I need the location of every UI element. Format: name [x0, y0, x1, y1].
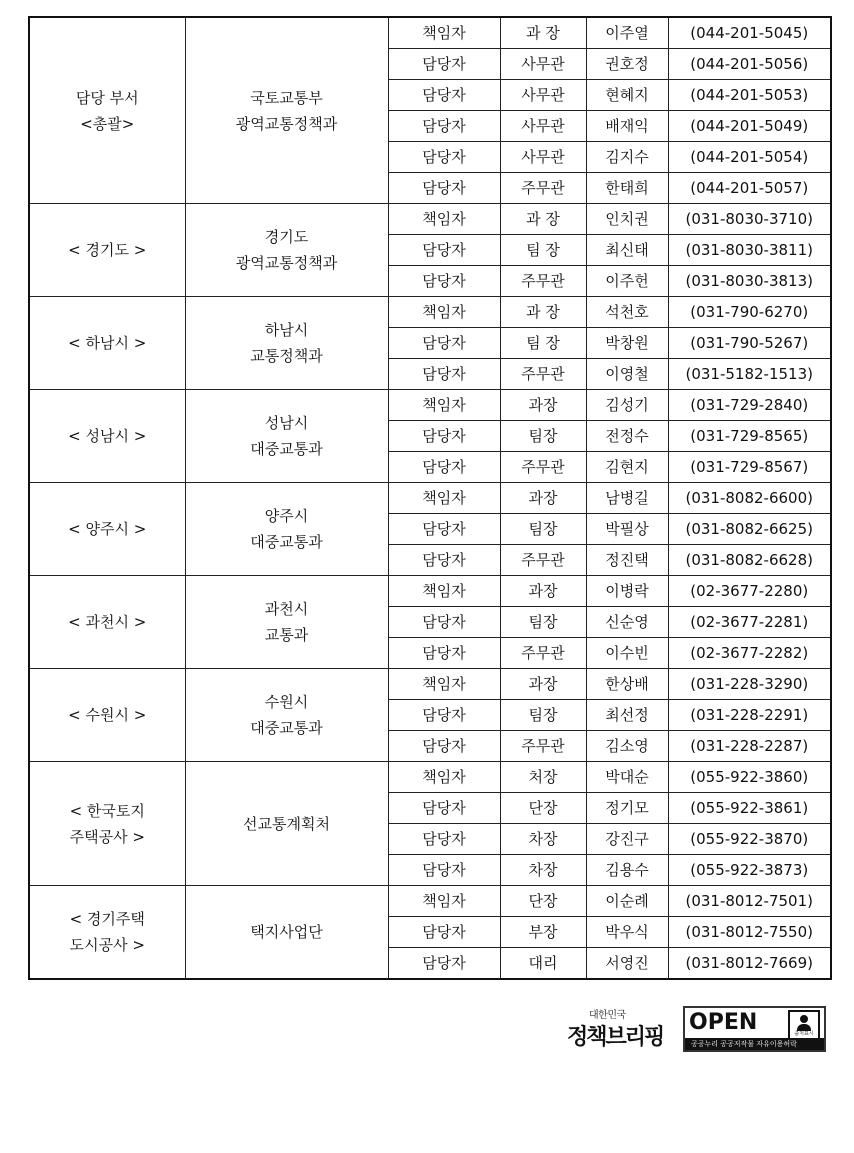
department-cell: < 경기주택 도시공사 >: [29, 886, 185, 980]
name-cell: 이영철: [586, 359, 668, 390]
title-cell: 과장: [500, 669, 586, 700]
department-cell: < 과천시 >: [29, 576, 185, 669]
role-cell: 담당자: [388, 948, 500, 980]
title-cell: 팀 장: [500, 328, 586, 359]
role-cell: 담당자: [388, 142, 500, 173]
name-cell: 서영진: [586, 948, 668, 980]
role-cell: 담당자: [388, 111, 500, 142]
name-cell: 남병길: [586, 483, 668, 514]
title-cell: 팀 장: [500, 235, 586, 266]
name-cell: 한태희: [586, 173, 668, 204]
name-cell: 최신태: [586, 235, 668, 266]
department-cell: < 양주시 >: [29, 483, 185, 576]
title-cell: 주무관: [500, 173, 586, 204]
name-cell: 박창원: [586, 328, 668, 359]
name-cell: 전정수: [586, 421, 668, 452]
phone-cell: (031-8082-6625): [668, 514, 831, 545]
phone-cell: (031-5182-1513): [668, 359, 831, 390]
title-cell: 과장: [500, 390, 586, 421]
phone-cell: (044-201-5045): [668, 17, 831, 49]
name-cell: 이순례: [586, 886, 668, 917]
role-cell: 책임자: [388, 483, 500, 514]
role-cell: 책임자: [388, 669, 500, 700]
table-row: [29, 297, 831, 328]
name-cell: 박대순: [586, 762, 668, 793]
phone-cell: (031-8012-7550): [668, 917, 831, 948]
title-cell: 차장: [500, 824, 586, 855]
department-cell: 담당 부서 <총괄>: [29, 17, 185, 204]
title-cell: 차장: [500, 855, 586, 886]
name-cell: 김현지: [586, 452, 668, 483]
phone-cell: (055-922-3873): [668, 855, 831, 886]
role-cell: 담당자: [388, 514, 500, 545]
office-cell: 과천시 교통과: [185, 576, 388, 669]
table-row: [29, 576, 831, 607]
attribution-person-icon: [788, 1010, 820, 1040]
name-cell: 인치권: [586, 204, 668, 235]
footer-logos: [567, 1006, 827, 1052]
role-cell: 담당자: [388, 80, 500, 111]
briefing-kicker: 대한민국: [589, 1010, 626, 1021]
phone-cell: (031-8082-6600): [668, 483, 831, 514]
role-cell: 담당자: [388, 452, 500, 483]
phone-cell: (031-790-5267): [668, 328, 831, 359]
office-cell: 국토교통부 광역교통정책과: [185, 17, 388, 204]
phone-cell: (02-3677-2281): [668, 607, 831, 638]
briefing-name: 정책브리핑: [567, 1025, 664, 1050]
table-row: [29, 17, 831, 49]
name-cell: 박필상: [586, 514, 668, 545]
department-cell: < 수원시 >: [29, 669, 185, 762]
phone-cell: (055-922-3860): [668, 762, 831, 793]
phone-cell: (031-8030-3811): [668, 235, 831, 266]
name-cell: 최선정: [586, 700, 668, 731]
department-cell: < 한국토지 주택공사 >: [29, 762, 185, 886]
office-cell: 성남시 대중교통과: [185, 390, 388, 483]
title-cell: 대리: [500, 948, 586, 980]
table-row: [29, 762, 831, 793]
title-cell: 팀장: [500, 514, 586, 545]
role-cell: 담당자: [388, 638, 500, 669]
title-cell: 주무관: [500, 266, 586, 297]
name-cell: 박우식: [586, 917, 668, 948]
role-cell: 담당자: [388, 49, 500, 80]
phone-cell: (055-922-3861): [668, 793, 831, 824]
role-cell: 책임자: [388, 204, 500, 235]
role-cell: 담당자: [388, 917, 500, 948]
phone-cell: (044-201-5049): [668, 111, 831, 142]
contact-table: [28, 16, 832, 980]
title-cell: 사무관: [500, 142, 586, 173]
role-cell: 책임자: [388, 390, 500, 421]
role-cell: 담당자: [388, 607, 500, 638]
role-cell: 책임자: [388, 17, 500, 49]
title-cell: 주무관: [500, 638, 586, 669]
role-cell: 담당자: [388, 359, 500, 390]
phone-cell: (031-228-2291): [668, 700, 831, 731]
name-cell: 이수빈: [586, 638, 668, 669]
phone-cell: (031-228-2287): [668, 731, 831, 762]
table-row: [29, 886, 831, 917]
phone-cell: (044-201-5054): [668, 142, 831, 173]
title-cell: 과장: [500, 576, 586, 607]
phone-cell: (031-8030-3813): [668, 266, 831, 297]
title-cell: 단장: [500, 793, 586, 824]
role-cell: 담당자: [388, 824, 500, 855]
name-cell: 권호정: [586, 49, 668, 80]
title-cell: 사무관: [500, 111, 586, 142]
role-cell: 담당자: [388, 235, 500, 266]
kogl-open-badge: [683, 1006, 826, 1052]
phone-cell: (031-8012-7501): [668, 886, 831, 917]
phone-cell: (031-729-8567): [668, 452, 831, 483]
phone-cell: (044-201-5056): [668, 49, 831, 80]
title-cell: 주무관: [500, 359, 586, 390]
role-cell: 담당자: [388, 421, 500, 452]
title-cell: 과 장: [500, 17, 586, 49]
office-cell: 수원시 대중교통과: [185, 669, 388, 762]
title-cell: 사무관: [500, 49, 586, 80]
phone-cell: (031-228-3290): [668, 669, 831, 700]
policy-briefing-logo: [567, 1006, 677, 1052]
office-cell: 경기도 광역교통정책과: [185, 204, 388, 297]
name-cell: 현혜지: [586, 80, 668, 111]
table-row: [29, 204, 831, 235]
title-cell: 부장: [500, 917, 586, 948]
phone-cell: (02-3677-2282): [668, 638, 831, 669]
title-cell: 팀장: [500, 700, 586, 731]
title-cell: 팀장: [500, 421, 586, 452]
title-cell: 팀장: [500, 607, 586, 638]
role-cell: 책임자: [388, 576, 500, 607]
name-cell: 이주헌: [586, 266, 668, 297]
open-license-strip: 공공누리 공공저작물 자유이용허락: [685, 1038, 824, 1050]
table-row: [29, 483, 831, 514]
title-cell: 주무관: [500, 545, 586, 576]
office-cell: 양주시 대중교통과: [185, 483, 388, 576]
office-cell: 하남시 교통정책과: [185, 297, 388, 390]
office-cell: 선교통계획처: [185, 762, 388, 886]
department-cell: < 경기도 >: [29, 204, 185, 297]
name-cell: 정진택: [586, 545, 668, 576]
role-cell: 담당자: [388, 855, 500, 886]
phone-cell: (044-201-5057): [668, 173, 831, 204]
title-cell: 과 장: [500, 204, 586, 235]
role-cell: 책임자: [388, 886, 500, 917]
phone-cell: (031-729-8565): [668, 421, 831, 452]
name-cell: 정기모: [586, 793, 668, 824]
phone-cell: (031-790-6270): [668, 297, 831, 328]
role-cell: 담당자: [388, 545, 500, 576]
role-cell: 담당자: [388, 731, 500, 762]
role-cell: 책임자: [388, 297, 500, 328]
name-cell: 석천호: [586, 297, 668, 328]
name-cell: 김지수: [586, 142, 668, 173]
name-cell: 한상배: [586, 669, 668, 700]
department-cell: < 성남시 >: [29, 390, 185, 483]
open-badge-label: 출처표시: [794, 1031, 814, 1037]
phone-cell: (031-8082-6628): [668, 545, 831, 576]
name-cell: 강진구: [586, 824, 668, 855]
title-cell: 주무관: [500, 452, 586, 483]
name-cell: 배재익: [586, 111, 668, 142]
office-cell: 택지사업단: [185, 886, 388, 980]
title-cell: 사무관: [500, 80, 586, 111]
title-cell: 처장: [500, 762, 586, 793]
department-cell: < 하남시 >: [29, 297, 185, 390]
name-cell: 이병락: [586, 576, 668, 607]
title-cell: 주무관: [500, 731, 586, 762]
title-cell: 단장: [500, 886, 586, 917]
name-cell: 이주열: [586, 17, 668, 49]
phone-cell: (031-8012-7669): [668, 948, 831, 980]
name-cell: 김용수: [586, 855, 668, 886]
title-cell: 과 장: [500, 297, 586, 328]
contact-table-body: [29, 17, 831, 979]
phone-cell: (031-8030-3710): [668, 204, 831, 235]
phone-cell: (02-3677-2280): [668, 576, 831, 607]
table-row: [29, 390, 831, 421]
table-row: [29, 669, 831, 700]
role-cell: 담당자: [388, 700, 500, 731]
role-cell: 담당자: [388, 266, 500, 297]
name-cell: 신순영: [586, 607, 668, 638]
open-word: OPEN: [689, 1010, 758, 1035]
phone-cell: (044-201-5053): [668, 80, 831, 111]
name-cell: 김소영: [586, 731, 668, 762]
title-cell: 과장: [500, 483, 586, 514]
role-cell: 담당자: [388, 173, 500, 204]
name-cell: 김성기: [586, 390, 668, 421]
phone-cell: (031-729-2840): [668, 390, 831, 421]
role-cell: 책임자: [388, 762, 500, 793]
role-cell: 담당자: [388, 793, 500, 824]
phone-cell: (055-922-3870): [668, 824, 831, 855]
role-cell: 담당자: [388, 328, 500, 359]
